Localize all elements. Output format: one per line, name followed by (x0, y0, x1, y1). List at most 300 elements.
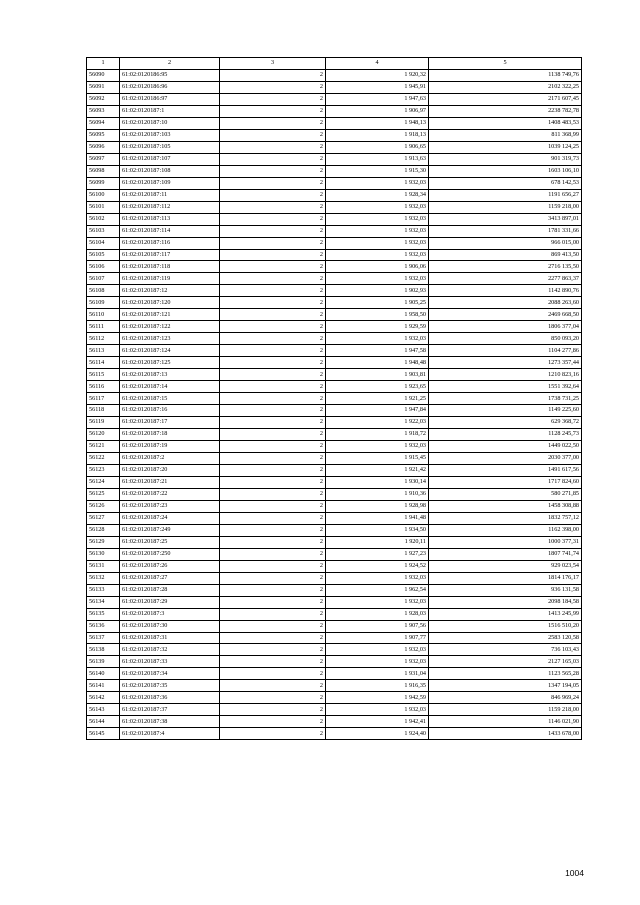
value-cell: 1 921,25 (326, 393, 429, 405)
amount-cell: 1832 757,12 (429, 512, 582, 524)
table-row (87, 405, 582, 417)
column-header-3: 3 (220, 58, 326, 70)
type-cell: 2 (220, 692, 326, 704)
type-cell: 2 (220, 201, 326, 213)
amount-cell: 1159 218,00 (429, 704, 582, 716)
value-cell: 1 942,59 (326, 692, 429, 704)
cadastral-number-cell: 61:02:0120187:112 (120, 201, 220, 213)
value-cell: 1 928,03 (326, 608, 429, 620)
type-cell: 2 (220, 357, 326, 369)
row-number-cell: 56129 (87, 536, 120, 548)
row-number-cell: 56137 (87, 632, 120, 644)
table-row (87, 237, 582, 249)
value-cell: 1 920,11 (326, 536, 429, 548)
row-number-cell: 56123 (87, 464, 120, 476)
row-number-cell: 56142 (87, 692, 120, 704)
value-cell: 1 958,50 (326, 309, 429, 321)
cadastral-number-cell: 61:02:0120186:96 (120, 81, 220, 93)
type-cell: 2 (220, 596, 326, 608)
amount-cell: 1516 510,20 (429, 620, 582, 632)
type-cell: 2 (220, 261, 326, 273)
row-number-cell: 56107 (87, 273, 120, 285)
row-number-cell: 56111 (87, 321, 120, 333)
table-row (87, 357, 582, 369)
amount-cell: 966 015,00 (429, 237, 582, 249)
cadastral-number-cell: 61:02:0120187:30 (120, 620, 220, 632)
cadastral-number-cell: 61:02:0120186:97 (120, 93, 220, 105)
table-row (87, 548, 582, 560)
row-number-cell: 56125 (87, 488, 120, 500)
cadastral-number-cell: 61:02:0120187:107 (120, 153, 220, 165)
amount-cell: 1191 656,27 (429, 189, 582, 201)
column-header-5: 5 (429, 58, 582, 70)
amount-cell: 2238 782,78 (429, 105, 582, 117)
cadastral-number-cell: 61:02:0120187:13 (120, 369, 220, 381)
value-cell: 1 928,34 (326, 189, 429, 201)
type-cell: 2 (220, 548, 326, 560)
table-row (87, 369, 582, 381)
value-cell: 1 927,23 (326, 548, 429, 560)
table-row (87, 632, 582, 644)
table-row (87, 177, 582, 189)
row-number-cell: 56106 (87, 261, 120, 273)
value-cell: 1 915,45 (326, 452, 429, 464)
value-cell: 1 941,48 (326, 512, 429, 524)
cadastral-number-cell: 61:02:0120187:37 (120, 704, 220, 716)
amount-cell: 1806 377,04 (429, 321, 582, 333)
type-cell: 2 (220, 572, 326, 584)
cadastral-number-cell: 61:02:0120187:249 (120, 524, 220, 536)
row-number-cell: 56132 (87, 572, 120, 584)
table-row (87, 524, 582, 536)
table-row (87, 321, 582, 333)
amount-cell: 1433 678,00 (429, 728, 582, 740)
row-number-cell: 56109 (87, 297, 120, 309)
table-row (87, 668, 582, 680)
amount-cell: 1738 731,25 (429, 393, 582, 405)
amount-cell: 2583 120,58 (429, 632, 582, 644)
row-number-cell: 56140 (87, 668, 120, 680)
value-cell: 1 910,36 (326, 488, 429, 500)
table-row (87, 464, 582, 476)
value-cell: 1 932,03 (326, 273, 429, 285)
type-cell: 2 (220, 141, 326, 153)
type-cell: 2 (220, 620, 326, 632)
amount-cell: 678 142,53 (429, 177, 582, 189)
value-cell: 1 932,03 (326, 177, 429, 189)
type-cell: 2 (220, 309, 326, 321)
type-cell: 2 (220, 584, 326, 596)
type-cell: 2 (220, 524, 326, 536)
type-cell: 2 (220, 333, 326, 345)
type-cell: 2 (220, 632, 326, 644)
value-cell: 1 930,14 (326, 476, 429, 488)
cadastral-number-cell: 61:02:0120187:109 (120, 177, 220, 189)
type-cell: 2 (220, 345, 326, 357)
cadastral-number-cell: 61:02:0120187:124 (120, 345, 220, 357)
value-cell: 1 932,03 (326, 237, 429, 249)
value-cell: 1 932,03 (326, 656, 429, 668)
cadastral-number-cell: 61:02:0120187:122 (120, 321, 220, 333)
amount-cell: 3413 897,01 (429, 213, 582, 225)
cadastral-number-cell: 61:02:0120187:2 (120, 452, 220, 464)
value-cell: 1 922,03 (326, 417, 429, 429)
table-row (87, 153, 582, 165)
type-cell: 2 (220, 464, 326, 476)
value-cell: 1 924,52 (326, 560, 429, 572)
value-cell: 1 928,98 (326, 500, 429, 512)
table-row (87, 129, 582, 141)
cadastral-number-cell: 61:02:0120187:250 (120, 548, 220, 560)
row-number-cell: 56118 (87, 405, 120, 417)
amount-cell: 2098 184,58 (429, 596, 582, 608)
amount-cell: 1458 308,88 (429, 500, 582, 512)
value-cell: 1 907,77 (326, 632, 429, 644)
type-cell: 2 (220, 608, 326, 620)
type-cell: 2 (220, 321, 326, 333)
table-row (87, 225, 582, 237)
cadastral-number-cell: 61:02:0120187:118 (120, 261, 220, 273)
value-cell: 1 962,54 (326, 584, 429, 596)
cadastral-number-cell: 61:02:0120187:4 (120, 728, 220, 740)
value-cell: 1 905,25 (326, 297, 429, 309)
cadastral-number-cell: 61:02:0120187:31 (120, 632, 220, 644)
cadastral-number-cell: 61:02:0120187:116 (120, 237, 220, 249)
table-row (87, 261, 582, 273)
type-cell: 2 (220, 129, 326, 141)
type-cell: 2 (220, 369, 326, 381)
cadastral-number-cell: 61:02:0120187:34 (120, 668, 220, 680)
cadastral-number-cell: 61:02:0120187:113 (120, 213, 220, 225)
amount-cell: 2716 135,50 (429, 261, 582, 273)
cadastral-number-cell: 61:02:0120187:125 (120, 357, 220, 369)
amount-cell: 1449 022,50 (429, 441, 582, 453)
type-cell: 2 (220, 273, 326, 285)
cadastral-number-cell: 61:02:0120187:38 (120, 716, 220, 728)
table-row (87, 333, 582, 345)
value-cell: 1 929,59 (326, 321, 429, 333)
cadastral-number-cell: 61:02:0120187:33 (120, 656, 220, 668)
value-cell: 1 903,81 (326, 369, 429, 381)
row-number-cell: 56121 (87, 441, 120, 453)
row-number-cell: 56099 (87, 177, 120, 189)
value-cell: 1 932,03 (326, 704, 429, 716)
row-number-cell: 56122 (87, 452, 120, 464)
row-number-cell: 56136 (87, 620, 120, 632)
row-number-cell: 56090 (87, 69, 120, 81)
value-cell: 1 947,63 (326, 93, 429, 105)
row-number-cell: 56096 (87, 141, 120, 153)
amount-cell: 1000 377,31 (429, 536, 582, 548)
cadastral-number-cell: 61:02:0120187:15 (120, 393, 220, 405)
cadastral-number-cell: 61:02:0120187:3 (120, 608, 220, 620)
amount-cell: 1104 277,86 (429, 345, 582, 357)
amount-cell: 1039 124,25 (429, 141, 582, 153)
amount-cell: 929 023,54 (429, 560, 582, 572)
row-number-cell: 56119 (87, 417, 120, 429)
value-cell: 1 916,35 (326, 680, 429, 692)
row-number-cell: 56124 (87, 476, 120, 488)
value-cell: 1 920,32 (326, 69, 429, 81)
row-number-cell: 56115 (87, 369, 120, 381)
amount-cell: 2277 863,37 (429, 273, 582, 285)
cadastral-number-cell: 61:02:0120187:117 (120, 249, 220, 261)
value-cell: 1 932,03 (326, 441, 429, 453)
row-number-cell: 56145 (87, 728, 120, 740)
table-row (87, 201, 582, 213)
type-cell: 2 (220, 69, 326, 81)
type-cell: 2 (220, 237, 326, 249)
type-cell: 2 (220, 704, 326, 716)
table-row (87, 117, 582, 129)
type-cell: 2 (220, 728, 326, 740)
row-number-cell: 56120 (87, 429, 120, 441)
value-cell: 1 932,03 (326, 596, 429, 608)
cadastral-number-cell: 61:02:0120187:28 (120, 584, 220, 596)
cadastral-number-cell: 61:02:0120187:18 (120, 429, 220, 441)
row-number-cell: 56110 (87, 309, 120, 321)
row-number-cell: 56097 (87, 153, 120, 165)
amount-cell: 1814 176,17 (429, 572, 582, 584)
value-cell: 1 924,40 (326, 728, 429, 740)
cadastral-number-cell: 61:02:0120187:16 (120, 405, 220, 417)
cadastral-number-cell: 61:02:0120187:29 (120, 596, 220, 608)
cadastral-number-cell: 61:02:0120187:120 (120, 297, 220, 309)
amount-cell: 1807 741,74 (429, 548, 582, 560)
table-row (87, 141, 582, 153)
type-cell: 2 (220, 452, 326, 464)
type-cell: 2 (220, 225, 326, 237)
type-cell: 2 (220, 512, 326, 524)
table-row (87, 189, 582, 201)
table-row (87, 381, 582, 393)
type-cell: 2 (220, 560, 326, 572)
table-row (87, 441, 582, 453)
type-cell: 2 (220, 476, 326, 488)
cadastral-number-cell: 61:02:0120187:32 (120, 644, 220, 656)
row-number-cell: 56093 (87, 105, 120, 117)
type-cell: 2 (220, 93, 326, 105)
value-cell: 1 931,04 (326, 668, 429, 680)
cadastral-number-cell: 61:02:0120187:36 (120, 692, 220, 704)
value-cell: 1 921,42 (326, 464, 429, 476)
type-cell: 2 (220, 81, 326, 93)
table-row (87, 273, 582, 285)
amount-cell: 1162 398,00 (429, 524, 582, 536)
table-row (87, 488, 582, 500)
cadastral-number-cell: 61:02:0120187:26 (120, 560, 220, 572)
table-header-row (87, 58, 582, 70)
value-cell: 1 932,03 (326, 201, 429, 213)
cadastral-number-cell: 61:02:0120187:35 (120, 680, 220, 692)
amount-cell: 2127 165,03 (429, 656, 582, 668)
value-cell: 1 932,03 (326, 249, 429, 261)
value-cell: 1 906,97 (326, 105, 429, 117)
value-cell: 1 906,06 (326, 261, 429, 273)
value-cell: 1 923,65 (326, 381, 429, 393)
cadastral-number-cell: 61:02:0120187:23 (120, 500, 220, 512)
type-cell: 2 (220, 644, 326, 656)
table-row (87, 692, 582, 704)
amount-cell: 1717 824,60 (429, 476, 582, 488)
table-row (87, 476, 582, 488)
amount-cell: 1603 106,10 (429, 165, 582, 177)
amount-cell: 2469 668,50 (429, 309, 582, 321)
value-cell: 1 918,72 (326, 429, 429, 441)
amount-cell: 1491 617,56 (429, 464, 582, 476)
table-row (87, 512, 582, 524)
cadastral-number-cell: 61:02:0120187:114 (120, 225, 220, 237)
cadastral-number-cell: 61:02:0120187:25 (120, 536, 220, 548)
table-row (87, 393, 582, 405)
table-body (87, 69, 582, 739)
table-row (87, 644, 582, 656)
row-number-cell: 56128 (87, 524, 120, 536)
type-cell: 2 (220, 536, 326, 548)
row-number-cell: 56134 (87, 596, 120, 608)
cadastral-number-cell: 61:02:0120187:22 (120, 488, 220, 500)
amount-cell: 936 131,58 (429, 584, 582, 596)
table-row (87, 680, 582, 692)
type-cell: 2 (220, 249, 326, 261)
type-cell: 2 (220, 716, 326, 728)
cadastral-number-cell: 61:02:0120187:17 (120, 417, 220, 429)
row-number-cell: 56116 (87, 381, 120, 393)
value-cell: 1 932,03 (326, 213, 429, 225)
value-cell: 1 907,56 (326, 620, 429, 632)
amount-cell: 1142 890,76 (429, 285, 582, 297)
row-number-cell: 56117 (87, 393, 120, 405)
table-row (87, 608, 582, 620)
table-row (87, 105, 582, 117)
amount-cell: 580 271,85 (429, 488, 582, 500)
cadastral-number-cell: 61:02:0120186:95 (120, 69, 220, 81)
row-number-cell: 56133 (87, 584, 120, 596)
amount-cell: 1123 565,28 (429, 668, 582, 680)
table-row (87, 572, 582, 584)
value-cell: 1 913,63 (326, 153, 429, 165)
cadastral-number-cell: 61:02:0120187:119 (120, 273, 220, 285)
type-cell: 2 (220, 165, 326, 177)
row-number-cell: 56103 (87, 225, 120, 237)
value-cell: 1 932,03 (326, 225, 429, 237)
amount-cell: 2171 607,45 (429, 93, 582, 105)
type-cell: 2 (220, 417, 326, 429)
table-row (87, 69, 582, 81)
row-number-cell: 56100 (87, 189, 120, 201)
amount-cell: 2088 263,60 (429, 297, 582, 309)
amount-cell: 1128 245,73 (429, 429, 582, 441)
type-cell: 2 (220, 668, 326, 680)
type-cell: 2 (220, 117, 326, 129)
table-row (87, 584, 582, 596)
cadastral-number-cell: 61:02:0120187:123 (120, 333, 220, 345)
page-number: 1004 (565, 868, 584, 878)
type-cell: 2 (220, 500, 326, 512)
column-header-4: 4 (326, 58, 429, 70)
cadastral-number-cell: 61:02:0120187:12 (120, 285, 220, 297)
amount-cell: 901 319,73 (429, 153, 582, 165)
row-number-cell: 56091 (87, 81, 120, 93)
amount-cell: 1149 225,60 (429, 405, 582, 417)
amount-cell: 1273 357,44 (429, 357, 582, 369)
type-cell: 2 (220, 381, 326, 393)
cadastral-number-cell: 61:02:0120187:21 (120, 476, 220, 488)
row-number-cell: 56105 (87, 249, 120, 261)
table-row (87, 345, 582, 357)
row-number-cell: 56112 (87, 333, 120, 345)
amount-cell: 1413 245,99 (429, 608, 582, 620)
type-cell: 2 (220, 441, 326, 453)
row-number-cell: 56141 (87, 680, 120, 692)
value-cell: 1 918,13 (326, 129, 429, 141)
value-cell: 1 934,50 (326, 524, 429, 536)
row-number-cell: 56102 (87, 213, 120, 225)
type-cell: 2 (220, 213, 326, 225)
amount-cell: 629 368,72 (429, 417, 582, 429)
amount-cell: 1159 218,00 (429, 201, 582, 213)
value-cell: 1 945,91 (326, 81, 429, 93)
table-row (87, 297, 582, 309)
cadastral-number-cell: 61:02:0120187:14 (120, 381, 220, 393)
row-number-cell: 56126 (87, 500, 120, 512)
row-number-cell: 56144 (87, 716, 120, 728)
value-cell: 1 948,48 (326, 357, 429, 369)
table-row (87, 285, 582, 297)
amount-cell: 811 368,99 (429, 129, 582, 141)
cadastral-number-cell: 61:02:0120187:1 (120, 105, 220, 117)
amount-cell: 1408 483,53 (429, 117, 582, 129)
value-cell: 1 932,03 (326, 644, 429, 656)
row-number-cell: 56127 (87, 512, 120, 524)
row-number-cell: 56135 (87, 608, 120, 620)
row-number-cell: 56094 (87, 117, 120, 129)
cadastral-number-cell: 61:02:0120187:105 (120, 141, 220, 153)
cadastral-number-cell: 61:02:0120187:24 (120, 512, 220, 524)
cadastral-number-cell: 61:02:0120187:108 (120, 165, 220, 177)
type-cell: 2 (220, 297, 326, 309)
value-cell: 1 942,41 (326, 716, 429, 728)
type-cell: 2 (220, 429, 326, 441)
amount-cell: 1146 021,90 (429, 716, 582, 728)
table-row (87, 81, 582, 93)
value-cell: 1 915,30 (326, 165, 429, 177)
amount-cell: 2030 377,00 (429, 452, 582, 464)
type-cell: 2 (220, 105, 326, 117)
table-row (87, 620, 582, 632)
table-row (87, 704, 582, 716)
row-number-cell: 56104 (87, 237, 120, 249)
amount-cell: 869 413,50 (429, 249, 582, 261)
row-number-cell: 56101 (87, 201, 120, 213)
amount-cell: 850 093,20 (429, 333, 582, 345)
table-row (87, 417, 582, 429)
amount-cell: 736 103,43 (429, 644, 582, 656)
amount-cell: 1781 331,66 (429, 225, 582, 237)
column-header-1: 1 (87, 58, 120, 70)
table-row (87, 728, 582, 740)
table-row (87, 213, 582, 225)
table-row (87, 536, 582, 548)
table-row (87, 452, 582, 464)
amount-cell: 846 969,24 (429, 692, 582, 704)
type-cell: 2 (220, 393, 326, 405)
type-cell: 2 (220, 189, 326, 201)
row-number-cell: 56139 (87, 656, 120, 668)
cadastral-number-cell: 61:02:0120187:19 (120, 441, 220, 453)
amount-cell: 1347 194,05 (429, 680, 582, 692)
row-number-cell: 56138 (87, 644, 120, 656)
